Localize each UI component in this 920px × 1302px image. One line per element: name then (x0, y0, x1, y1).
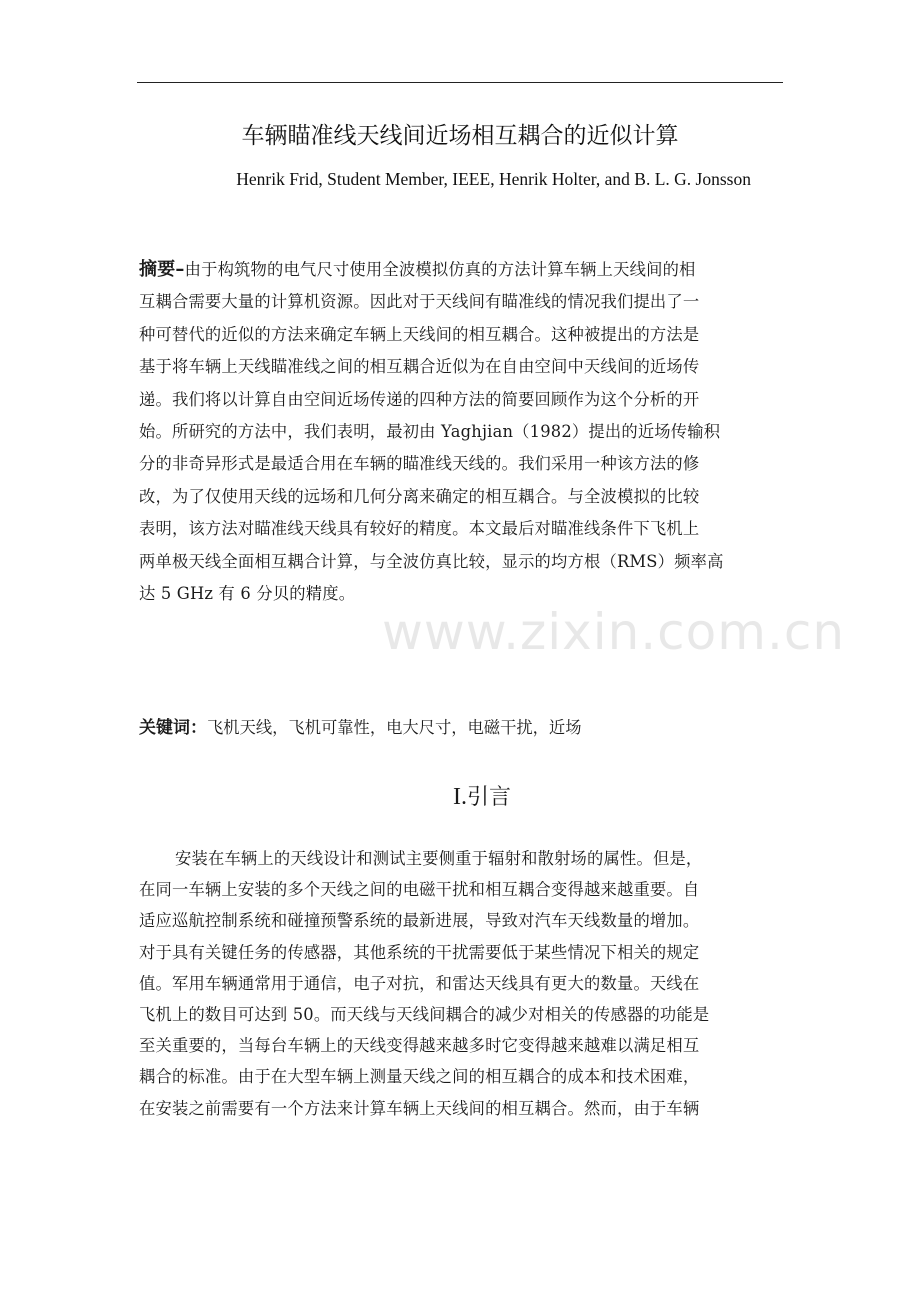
abstract-block (139, 254, 779, 610)
intro-paragraph (139, 843, 789, 1124)
abstract-line: 互耦合需要大量的计算机资源。因此对于天线间有瞄准线的情况我们提出了一 (139, 292, 700, 312)
author-list: Henrik Frid, Student Member, IEEE, Henrik Holter, and B. L. G. Jonsson (236, 169, 751, 189)
abstract-text: 由于构筑物的电气尺寸使用全波模拟仿真的方法计算车辆上天线间的相 (184, 260, 696, 279)
abstract-line: 改，为了仅使用天线的远场和几何分离来确定的相互耦合。与全波模拟的比较 (139, 486, 700, 506)
section-number: I. (452, 784, 467, 810)
paper-title: 车辆瞄准线天线间近场相互耦合的近似计算 (241, 123, 679, 149)
keywords-text: 飞机天线，飞机可靠性，电大尺寸，电磁干扰，近场 (207, 718, 582, 737)
intro-line: 适应巡航控制系统和碰撞预警系统的最新进展，导致对汽车天线数量的增加。 (139, 911, 700, 931)
intro-line: 对于具有关键任务的传感器，其他系统的干扰需要低于某些情况下相关的规定 (139, 942, 700, 962)
intro-line: 安装在车辆上的天线设计和测试主要侧重于辐射和散射场的属性。但是， (175, 849, 703, 868)
intro-line: 值。军用车辆通常用于通信，电子对抗，和雷达天线具有更大的数量。天线在 (139, 973, 700, 993)
section-heading (137, 780, 827, 815)
abstract-line: 表明，该方法对瞄准线天线具有较好的精度。本文最后对瞄准线条件下飞机上 (139, 519, 700, 539)
keywords-block (139, 713, 779, 743)
abstract-line (139, 254, 779, 286)
abstract-line: 分的非奇异形式是最适合用在车辆的瞄准线天线的。我们采用一种该方法的修 (139, 454, 700, 474)
abstract-line: 两单极天线全面相互耦合计算，与全波仿真比较，显示的均方根（RMS）频率高 (139, 551, 724, 571)
abstract-line: 始。所研究的方法中，我们表明，最初由 Yaghjian（1982）提出的近场传输积 (139, 422, 721, 442)
intro-line: 至关重要的，当每台车辆上的天线变得越来越多时它变得越来越难以满足相互 (139, 1036, 700, 1056)
watermark-text: www.zixin.com.cn (382, 603, 846, 661)
section-title: 引言 (466, 785, 511, 810)
abstract-line: 种可替代的近似的方法来确定车辆上天线间的相互耦合。这种被提出的方法是 (139, 324, 700, 344)
abstract-line: 递。我们将以计算自由空间近场传递的四种方法的简要回顾作为这个分析的开 (139, 389, 700, 409)
intro-line: 耦合的标准。由于在大型车辆上测量天线之间的相互耦合的成本和技术困难， (139, 1067, 700, 1087)
keywords-label: 关键词： (139, 718, 207, 738)
abstract-label: 摘要– (139, 259, 185, 280)
abstract-line: 基于将车辆上天线瞄准线之间的相互耦合近似为在自由空间中天线间的近场传 (139, 357, 700, 377)
intro-line: 在同一车辆上安装的多个天线之间的电磁干扰和相互耦合变得越来越重要。自 (139, 880, 700, 900)
intro-line: 飞机上的数目可达到 50。而天线与天线间耦合的减少对相关的传感器的功能是 (139, 1005, 710, 1025)
intro-line: 在安装之前需要有一个方法来计算车辆上天线间的相互耦合。然而，由于车辆 (139, 1098, 700, 1118)
abstract-line: 达 5 GHz 有 6 分贝的精度。 (139, 584, 356, 604)
header-rule (137, 82, 783, 83)
